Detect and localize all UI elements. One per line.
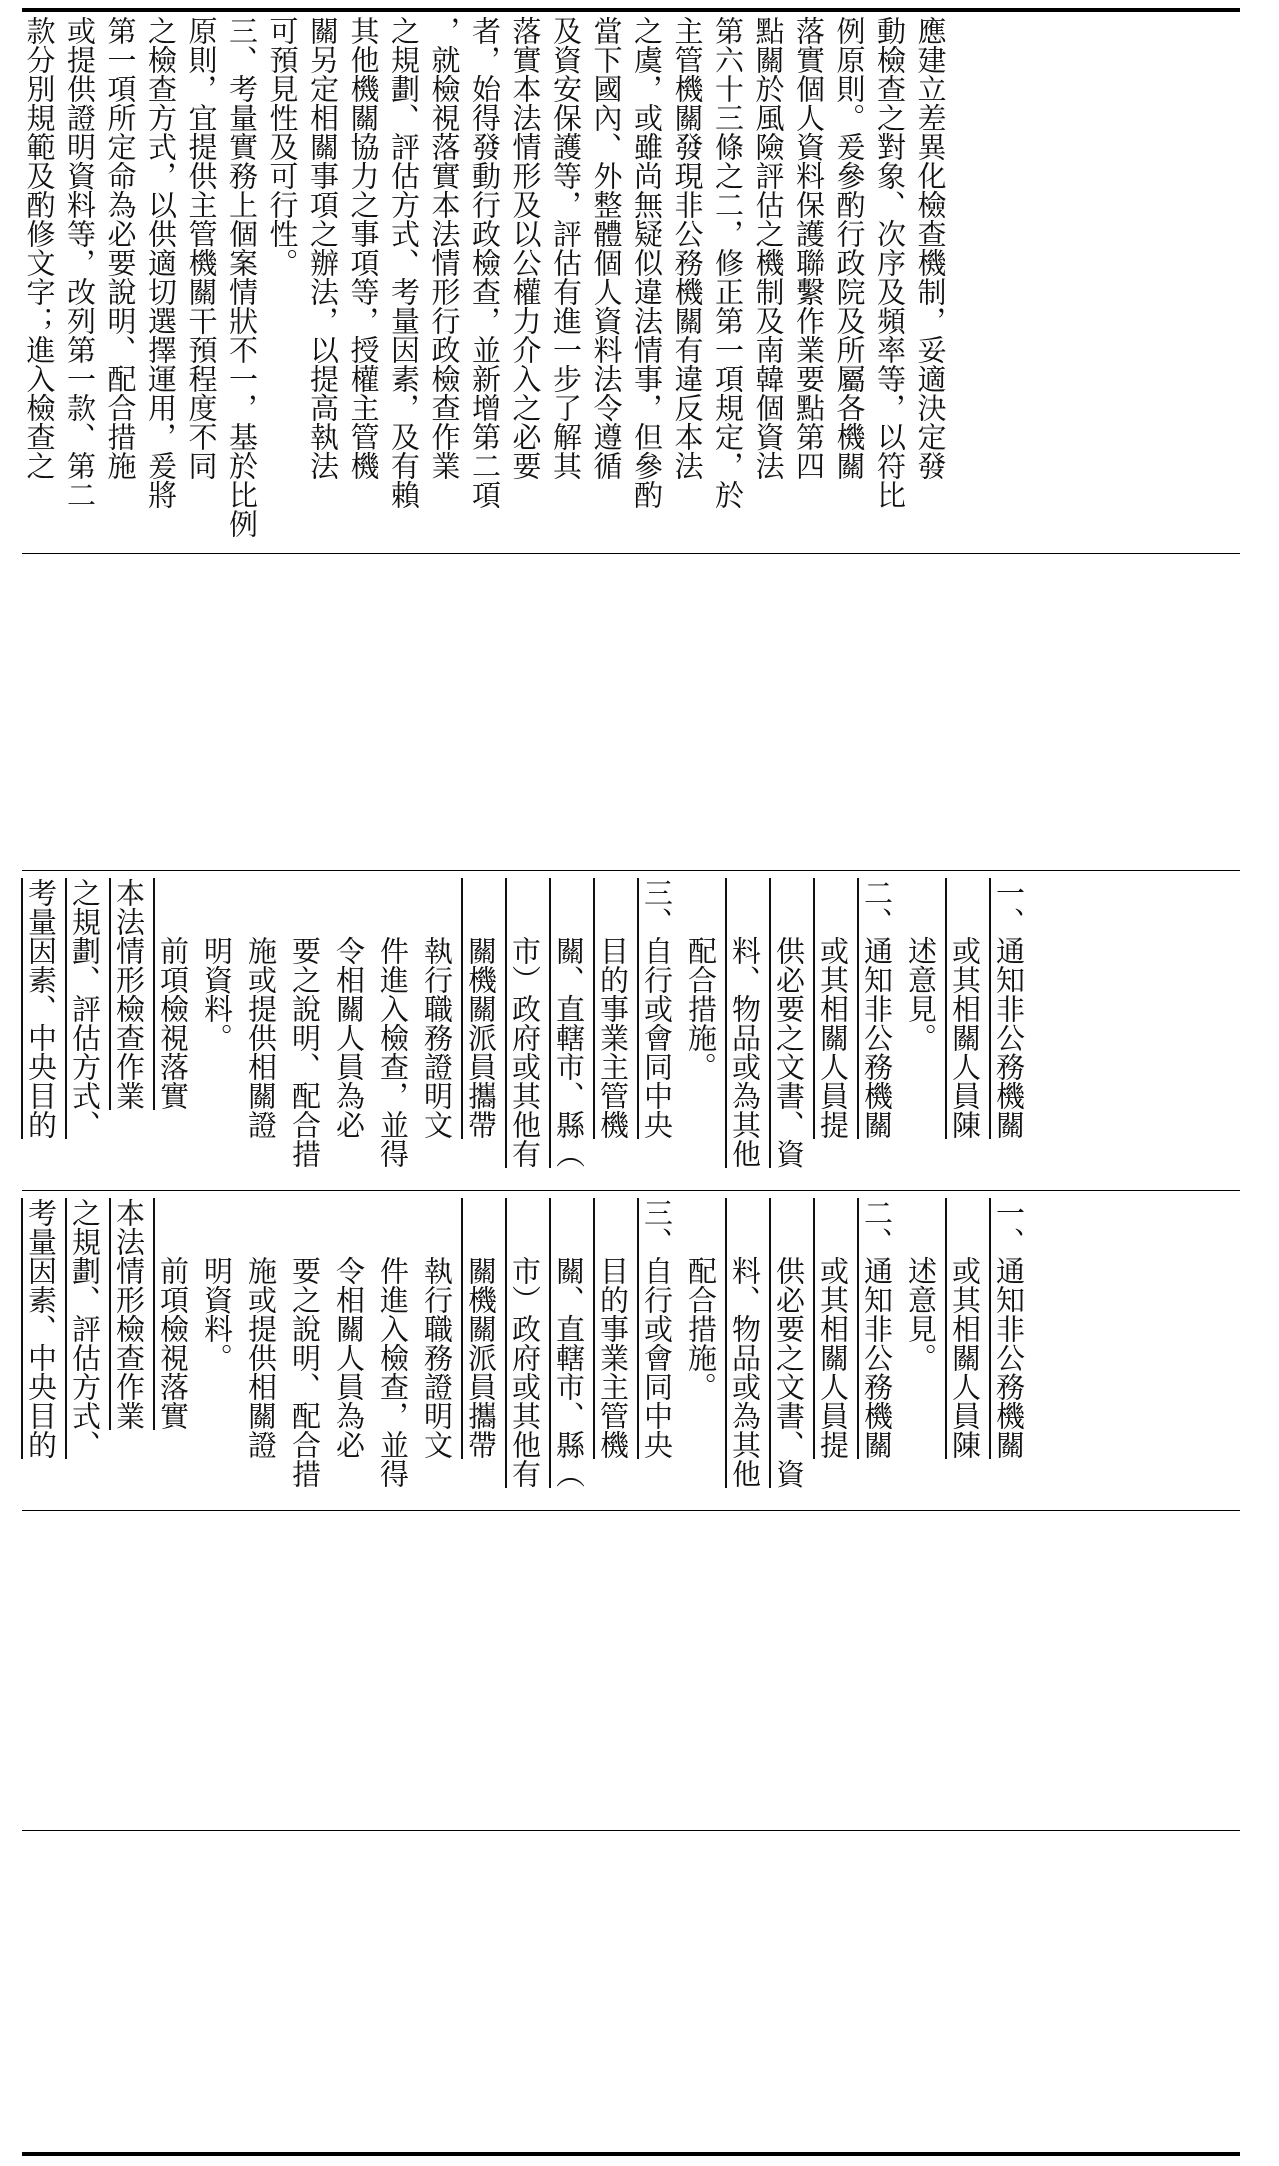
reason-column-line: 款分別規範及酌修文字；進入檢查之 (22, 16, 57, 480)
reason-column-line: 三、考量實務上個案情狀不一，基於比例 (225, 16, 259, 538)
proposed-column-line: 或其相關人員提 (816, 1198, 850, 1459)
proposed-column-line: 三、自行或會同中央 (640, 1198, 674, 1459)
reason-column-line: 其他機關協力之事項等，授權主管機 (346, 16, 381, 480)
proposed-column-line: 配合措施。 (684, 1198, 718, 1401)
reason-column-line: 及資安保護等，評估有進一步了解其 (549, 16, 583, 480)
proposed-column-line: 要之說明、配合措 (288, 1198, 322, 1488)
reason-column-line: 可預見性及可行性。 (265, 16, 300, 277)
empty-cell-3 (22, 1838, 1240, 2144)
amended-column-line: 供必要之文書、資 (772, 878, 806, 1168)
amended-column-line: 述意見。 (904, 878, 938, 1052)
reason-column-line: 動檢查之對象、次序及頻率等，以符比 (873, 16, 907, 509)
reason-column-line: 之規劃、評估方式、考量因素，及有賴 (387, 16, 421, 509)
proposed-column-line: 件進入檢查，並得 (376, 1198, 410, 1488)
amended-column-line: 一、通知非公務機關 (992, 878, 1026, 1139)
amended-column-line: 關、直轄市、縣（ (552, 878, 586, 1168)
amended-column-line: 關機關派員攜帶 (464, 878, 498, 1139)
proposed-column-line: 考量因素、中央目的 (24, 1198, 58, 1459)
reason-column-line: 落實本法情形及以公權力介入之必要 (508, 16, 543, 480)
reason-column-line: 之檢查方式，以供適切選擇運用，爰將 (144, 16, 178, 509)
proposed-column-line: 關、直轄市、縣（ (552, 1198, 586, 1488)
proposed-column-line: 二、通知非公務機關 (860, 1198, 894, 1459)
amended-column-line: 或其相關人員陳 (948, 878, 982, 1139)
amended-column-line: 或其相關人員提 (816, 878, 850, 1139)
proposed-column-line: 目的事業主管機 (596, 1198, 630, 1459)
proposed-column-line: 一、通知非公務機關 (992, 1198, 1026, 1459)
reason-column-line: ，就檢視落實本法情形行政檢查作業 (427, 16, 462, 480)
reason-column-line: 原則，宜提供主管機關干預程度不同 (184, 16, 219, 480)
amended-column-line: 配合措施。 (684, 878, 718, 1081)
table-bottom-border (22, 2152, 1240, 2156)
reason-column-line: 應建立差異化檢查機制，妥適決定發 (913, 16, 948, 480)
reason-column-line: 或提供證明資料等，改列第一款、第二 (63, 16, 97, 509)
proposed-column-line: 本法情形檢查作業 (112, 1198, 146, 1430)
amended-column-line: 明資料。 (200, 878, 234, 1052)
reason-column-line: 落實個人資料保護聯繫作業要點第四 (792, 16, 826, 480)
empty-cell-2 (22, 1518, 1240, 1824)
amended-column-line: 之規劃、評估方式、 (68, 878, 102, 1139)
table-top-border (22, 8, 1240, 12)
amended-column-line: 料、物品或為其他 (728, 878, 762, 1168)
row-divider-1 (22, 553, 1240, 554)
amended-article-column (19, 878, 1239, 1184)
reason-column-line: 第六十三條之二，修正第一項規定，於 (711, 16, 745, 509)
proposed-column-line: 執行職務證明文 (420, 1198, 454, 1459)
amended-column-line: 件進入檢查，並得 (376, 878, 410, 1168)
reason-column-line: 之虞，或雖尚無疑似違法情事，但參酌 (630, 16, 664, 509)
proposed-column-line: 關機關派員攜帶 (464, 1198, 498, 1459)
amended-column-line: 三、自行或會同中央 (640, 878, 674, 1139)
proposed-article-column (19, 1198, 1239, 1504)
amended-column-line: 要之說明、配合措 (288, 878, 322, 1168)
proposed-column-line: 明資料。 (200, 1198, 234, 1372)
reason-text (19, 16, 951, 546)
proposed-column-line: 料、物品或為其他 (728, 1198, 762, 1488)
amended-column-line: 執行職務證明文 (420, 878, 454, 1139)
proposed-column-line: 令相關人員為必 (332, 1198, 366, 1459)
empty-cell-1 (22, 560, 1240, 866)
reason-column-line: 例原則。爰參酌行政院及所屬各機關 (832, 16, 867, 480)
proposed-column-line: 供必要之文書、資 (772, 1198, 806, 1488)
reason-column-line: 當下國內、外整體個人資料法令遵循 (589, 16, 624, 480)
amended-column-line: 考量因素、中央目的 (24, 878, 58, 1139)
reason-column-line: 者，始得發動行政檢查，並新增第二項 (468, 16, 502, 509)
amended-column-line: 目的事業主管機 (596, 878, 630, 1139)
proposed-column-line: 市）政府或其他有 (508, 1198, 542, 1488)
amended-article-text (19, 878, 1031, 1184)
proposed-column-line: 或其相關人員陳 (948, 1198, 982, 1459)
proposed-column-line: 述意見。 (904, 1198, 938, 1372)
proposed-column-line: 之規劃、評估方式、 (68, 1198, 102, 1459)
reason-column-line: 點關於風險評估之機制及南韓個資法 (751, 16, 786, 480)
reason-column-line: 主管機關發現非公務機關有違反本法 (670, 16, 705, 480)
amended-column-line: 令相關人員為必 (332, 878, 366, 1139)
reason-column-line: 第一項所定命為必要說明、配合措施 (103, 16, 138, 480)
row-divider-3 (22, 1190, 1240, 1191)
row-divider-2 (22, 870, 1240, 871)
amended-column-line: 本法情形檢查作業 (112, 878, 146, 1110)
row-divider-5 (22, 1830, 1240, 1831)
row-divider-4 (22, 1510, 1240, 1511)
amended-column-line: 前項檢視落實 (156, 878, 190, 1110)
proposed-column-line: 前項檢視落實 (156, 1198, 190, 1430)
reason-column (19, 16, 1239, 546)
amended-column-line: 施或提供相關證 (244, 878, 278, 1139)
proposed-article-text (19, 1198, 1031, 1504)
reason-column-line: 關另定相關事項之辦法，以提高執法 (306, 16, 340, 480)
proposed-column-line: 施或提供相關證 (244, 1198, 278, 1459)
amended-column-line: 二、通知非公務機關 (860, 878, 894, 1139)
amended-column-line: 市）政府或其他有 (508, 878, 542, 1168)
